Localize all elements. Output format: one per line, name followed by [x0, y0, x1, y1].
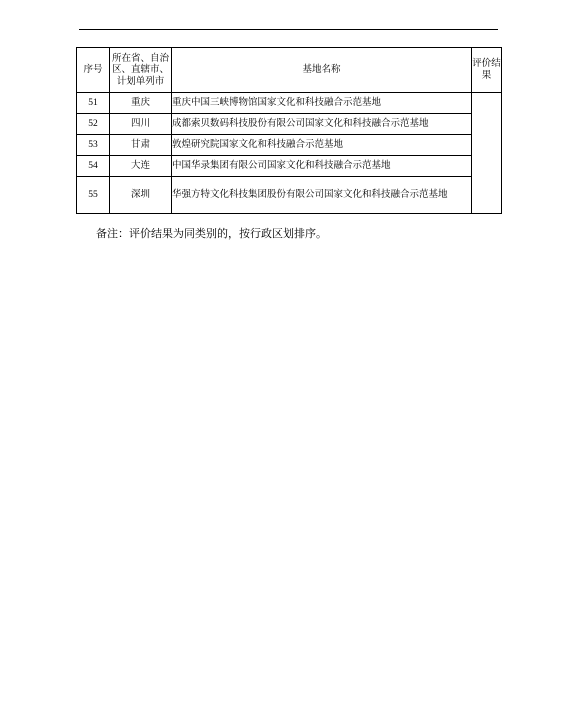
header-result: 评价结果: [472, 48, 502, 93]
row-name: 华强方特文化科技集团股份有限公司国家文化和科技融合示范基地: [172, 177, 472, 214]
row-index: 51: [77, 93, 110, 114]
row-index: 55: [77, 177, 110, 214]
row-region: 甘肃: [110, 135, 172, 156]
row-index: 54: [77, 156, 110, 177]
table-header-row: [77, 48, 502, 93]
row-name: 成都索贝数码科技股份有限公司国家文化和科技融合示范基地: [172, 114, 472, 135]
table-row: [77, 177, 502, 214]
footnote: 备注：评价结果为同类别的，按行政区划排序。: [96, 227, 327, 240]
table-row: [77, 135, 502, 156]
row-name: 中国华录集团有限公司国家文化和科技融合示范基地: [172, 156, 472, 177]
row-index: 52: [77, 114, 110, 135]
row-name: 敦煌研究院国家文化和科技融合示范基地: [172, 135, 472, 156]
header-rule: [79, 29, 498, 30]
header-name: 基地名称: [172, 48, 472, 93]
row-region: 重庆: [110, 93, 172, 114]
table-row: [77, 93, 502, 114]
demonstration-base-table: [76, 47, 502, 214]
row-name: 重庆中国三峡博物馆国家文化和科技融合示范基地: [172, 93, 472, 114]
row-region: 深圳: [110, 177, 172, 214]
header-index: 序号: [77, 48, 110, 93]
row-region: 大连: [110, 156, 172, 177]
row-region: 四川: [110, 114, 172, 135]
table-row: [77, 114, 502, 135]
table-row: [77, 156, 502, 177]
result-cell: [472, 93, 502, 214]
row-index: 53: [77, 135, 110, 156]
header-region: 所在省、自治区、直辖市、计划单列市: [110, 48, 172, 93]
